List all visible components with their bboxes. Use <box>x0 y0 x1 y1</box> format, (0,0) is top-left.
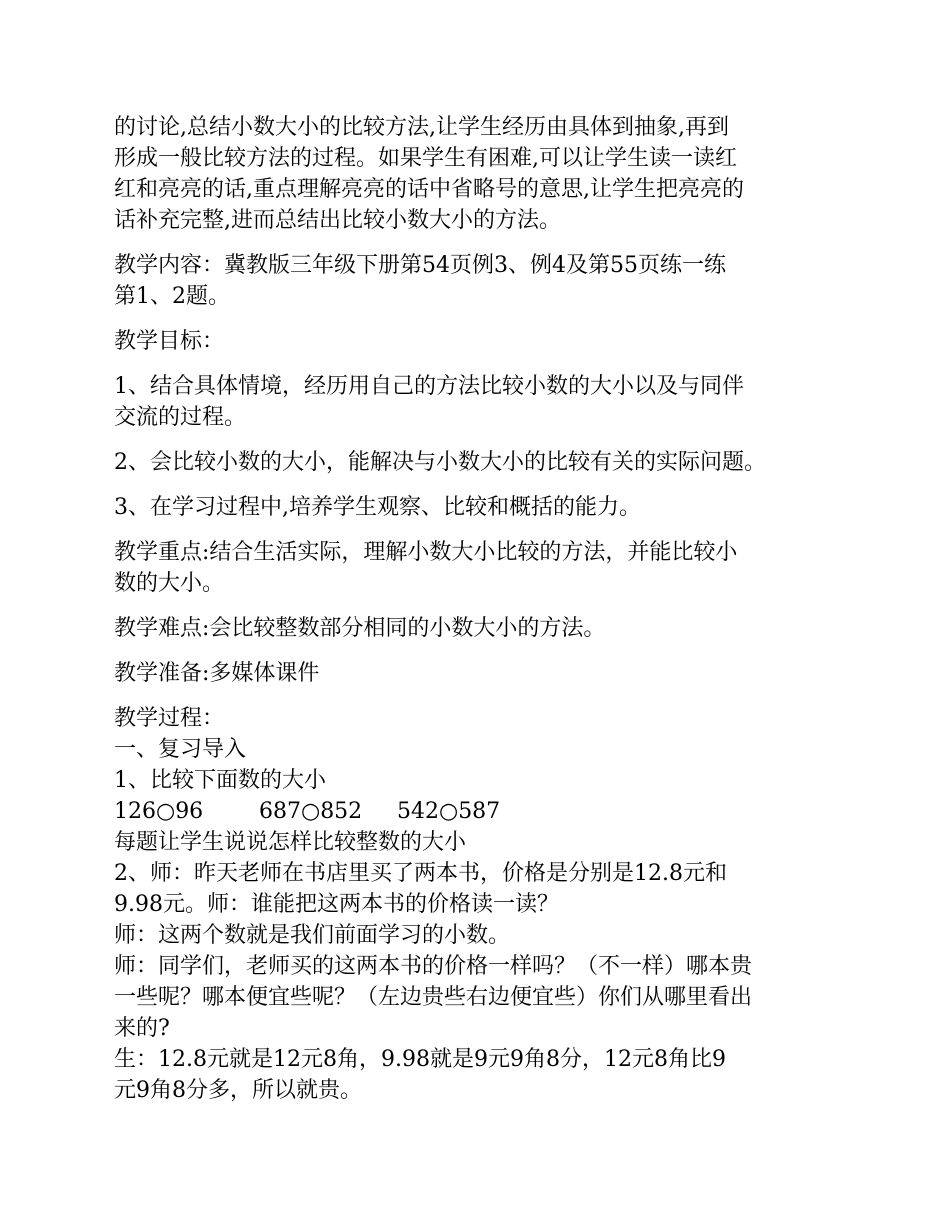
section-heading: 一、复习导入 <box>114 737 247 762</box>
text-line: 形成一般比较方法的过程。如果学生有困难,可以让学生读一读红 <box>114 146 737 171</box>
text-line: 教学内容：冀教版三年级下册第54页例3、例4及第55页练一练 <box>114 253 726 278</box>
text-line: 红和亮亮的话,重点理解亮亮的话中省略号的意思,让学生把亮亮的 <box>114 177 744 202</box>
text-line: 数的大小。 <box>114 571 225 596</box>
teaching-goals-heading: 教学目标： <box>114 329 225 354</box>
document-page <box>114 112 844 1106</box>
text-line: 交流的过程。 <box>114 405 247 430</box>
goal-1 <box>114 371 844 433</box>
preparation: 教学准备:多媒体课件 <box>114 661 320 686</box>
text-line: 第1、2题。 <box>114 284 230 309</box>
text-line: 师：同学们，老师买的这两本书的价格一样吗？（不一样）哪本贵 <box>114 954 753 979</box>
text-line: 2、师：昨天老师在书店里买了两本书，价格是分别是12.8元和 <box>114 861 727 886</box>
intro-paragraph <box>114 112 844 236</box>
teacher-line: 师：这两个数就是我们前面学习的小数。 <box>114 923 511 948</box>
comparison-1: 126○96 <box>114 799 204 824</box>
item-1: 1、比较下面数的大小 <box>114 768 326 793</box>
text-line: 教学重点:结合生活实际，理解小数大小比较的方法，并能比较小 <box>114 540 738 565</box>
text-line: 话补充完整,进而总结出比较小数大小的方法。 <box>114 208 561 233</box>
comparison-2: 687○852 <box>259 799 363 824</box>
text-line: 9.98元。师：谁能把这两本书的价格读一读？ <box>114 892 559 917</box>
item-1-note: 每题让学生说说怎样比较整数的大小 <box>114 830 467 855</box>
key-points <box>114 537 844 599</box>
text-line: 一些呢？哪本便宜些呢？（左边贵些右边便宜些）你们从哪里看出 <box>114 985 753 1010</box>
text-line: 元9角8分多，所以就贵。 <box>114 1078 362 1103</box>
goal-2: 2、会比较小数的大小，能解决与小数大小的比较有关的实际问题。 <box>114 450 766 475</box>
teaching-content <box>114 250 844 312</box>
goal-3: 3、在学习过程中,培养学生观察、比较和概括的能力。 <box>114 495 641 520</box>
teaching-process <box>114 703 844 1106</box>
text-line: 的讨论,总结小数大小的比较方法,让学生经历由具体到抽象,再到 <box>114 115 729 140</box>
process-heading: 教学过程： <box>114 706 225 731</box>
comparison-row <box>114 796 844 827</box>
text-line: 来的? <box>114 1016 170 1041</box>
text-line: 生：12.8元就是12元8角，9.98就是9元9角8分，12元8角比9 <box>114 1047 726 1072</box>
difficulty: 教学难点:会比较整数部分相同的小数大小的方法。 <box>114 616 606 641</box>
text-line: 1、结合具体情境，经历用自己的方法比较小数的大小以及与同伴 <box>114 374 744 399</box>
comparison-3: 542○587 <box>397 799 501 824</box>
